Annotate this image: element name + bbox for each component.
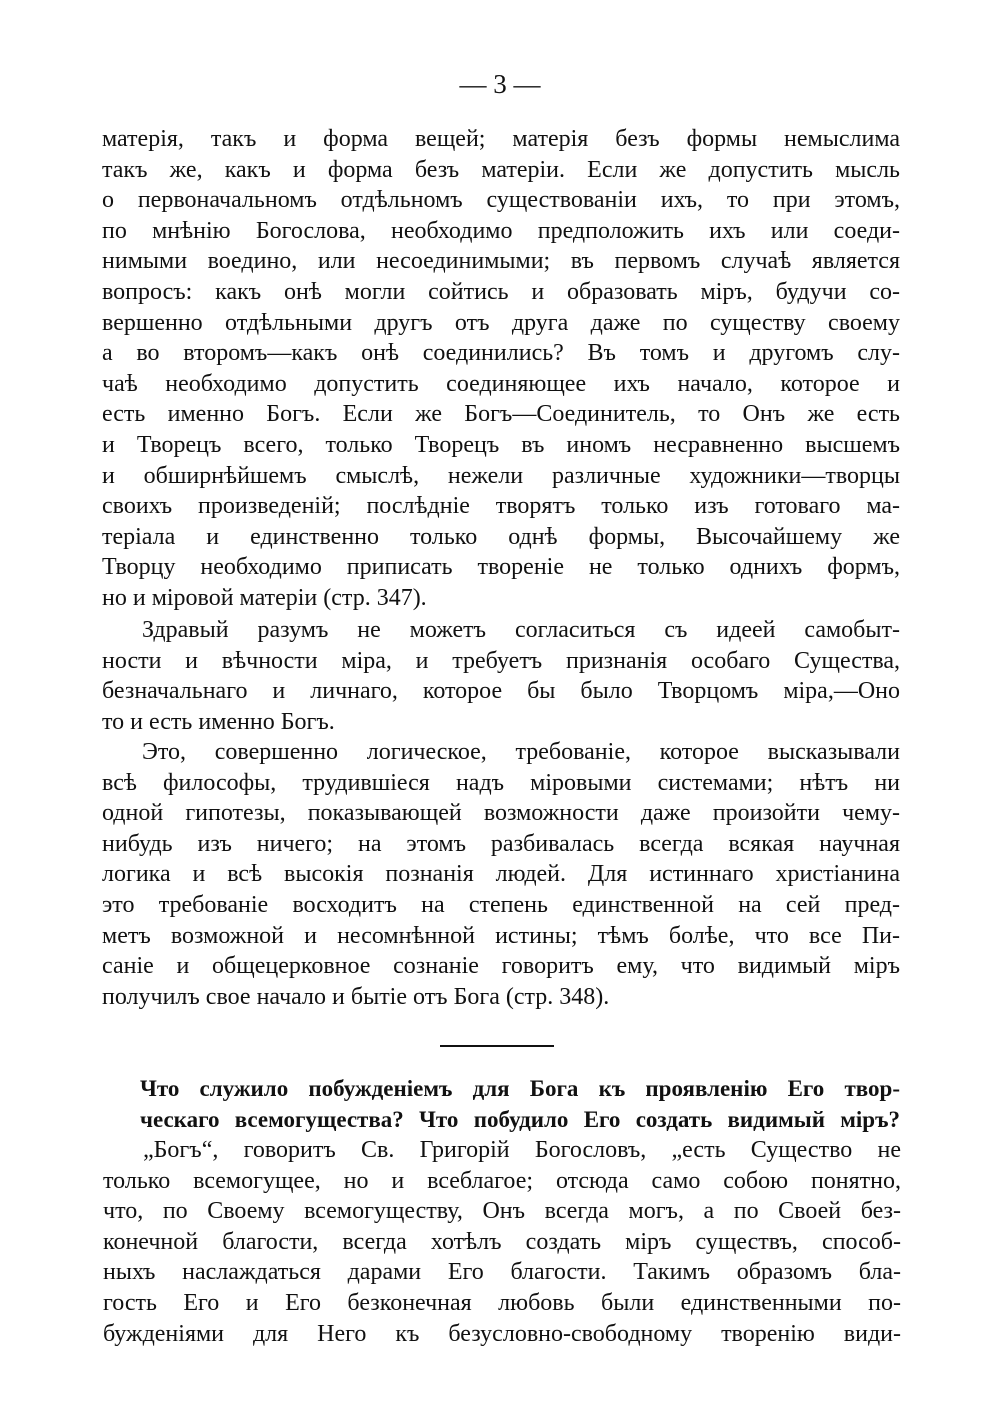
text-line: своихъ произведеній; послѣдніе творятъ только изъ готоваго ма- [102, 493, 900, 520]
text-line: вопросъ: какъ онѣ могли сойтись и образовать міръ, будучи со- [102, 278, 900, 305]
heading-line: Что служило побужденіемъ для Бога къ проявленію Его твор- [140, 1076, 900, 1101]
text-line: „Богъ“, говоритъ Св. Григорій Богословъ, „есть Существо не [143, 1137, 901, 1163]
text-line: вершенно отдѣльными другъ отъ друга даже по существу своему [102, 309, 900, 336]
text-line: безначальнаго и личнаго, которое бы было Творцомъ міра,—Оно [102, 678, 900, 705]
text-line: саніе и общецерковное сознаніе говоритъ ему, что видимый міръ [102, 953, 900, 980]
heading-line: ческаго всемогущества? Что побудило Его создать видимый міръ? [140, 1106, 900, 1132]
text-line: метъ возможной и несомнѣнной истины; тѣмъ болѣе, что все Пи- [102, 922, 900, 949]
text-line: чаѣ необходимо допустить соединяющее ихъ начало, которое и [102, 370, 900, 397]
text-line: и Творецъ всего, только Творецъ въ иномъ несравненно высшемъ [102, 431, 900, 458]
text-line: только всемогущее, но и всеблагое; отсюда само собою понятно, [103, 1167, 901, 1194]
text-line: теріала и единственно только однѣ формы, Высочайшему же [102, 523, 900, 550]
text-line: получилъ свое начало и бытіе отъ Бога (стр. 348). [102, 983, 610, 1010]
text-line: гость Его и Его безконечная любовь были единственными по- [103, 1289, 901, 1316]
text-line: нимыми воедино, или несоединимыми; въ первомъ случаѣ является [102, 248, 900, 275]
section-heading [140, 1074, 900, 1135]
section-divider [440, 1045, 554, 1047]
text-line: конечной благости, всегда хотѣлъ создать міръ существъ, способ- [103, 1228, 901, 1255]
text-line: ности и вѣчности міра, и требуетъ признанія особаго Существа, [102, 647, 900, 674]
text-line: о первоначальномъ отдѣльномъ существованіи ихъ, то при этомъ, [102, 187, 900, 214]
text-line: Здравый разумъ не можетъ согласиться съ идеей самобыт- [142, 617, 900, 643]
text-line: ныхъ наслаждаться дарами Его благости. Такимъ образомъ бла- [103, 1259, 901, 1286]
text-line: и обширнѣйшемъ смыслѣ, нежели различные художники—творцы [102, 462, 900, 489]
paragraph-2 [102, 615, 900, 737]
text-line: бужденіями для Него къ безусловно-свободному творенію види- [103, 1320, 901, 1347]
text-line: такъ же, какъ и форма безъ матеріи. Если же допустить мысль [102, 156, 900, 183]
text-line: это требованіе восходитъ на степень единственной на сей пред- [102, 891, 900, 918]
page-number: — 3 — [459, 69, 541, 99]
text-line: матерія, такъ и форма вещей; матерія безъ формы немыслима [102, 126, 900, 152]
text-line: есть именно Богъ. Если же Богъ—Соединитель, то Онъ же есть [102, 401, 900, 428]
text-line: что, по Своему всемогуществу, Онъ всегда могъ, а по Своей без- [103, 1198, 901, 1225]
text-line: по мнѣнію Богослова, необходимо предположить ихъ или соеди- [102, 217, 900, 244]
text-line: всѣ философы, трудившіеся надъ міровыми системами; нѣтъ ни [102, 769, 900, 796]
text-line: то и есть именно Богъ. [102, 708, 335, 735]
text-line: Творцу необходимо приписать твореніе не только однихъ формъ, [102, 554, 900, 581]
text-line: одной гипотезы, показывающей возможности даже произойти чему- [102, 800, 900, 827]
paragraph-3 [102, 737, 900, 1012]
text-line: логика и всѣ высокія познанія людей. Для истиннаго христіанина [102, 861, 900, 888]
text-line: а во второмъ—какъ онѣ соединились? Въ томъ и другомъ слу- [102, 340, 900, 367]
paragraph-4 [103, 1135, 901, 1349]
paragraph-1 [102, 124, 900, 614]
text-line: нибудь изъ ничего; на этомъ разбивалась всегда всякая научная [102, 830, 900, 857]
text-line: но и міровой матеріи (стр. 347). [102, 584, 427, 611]
text-line: Это, совершенно логическое, требованіе, которое высказывали [142, 739, 900, 765]
